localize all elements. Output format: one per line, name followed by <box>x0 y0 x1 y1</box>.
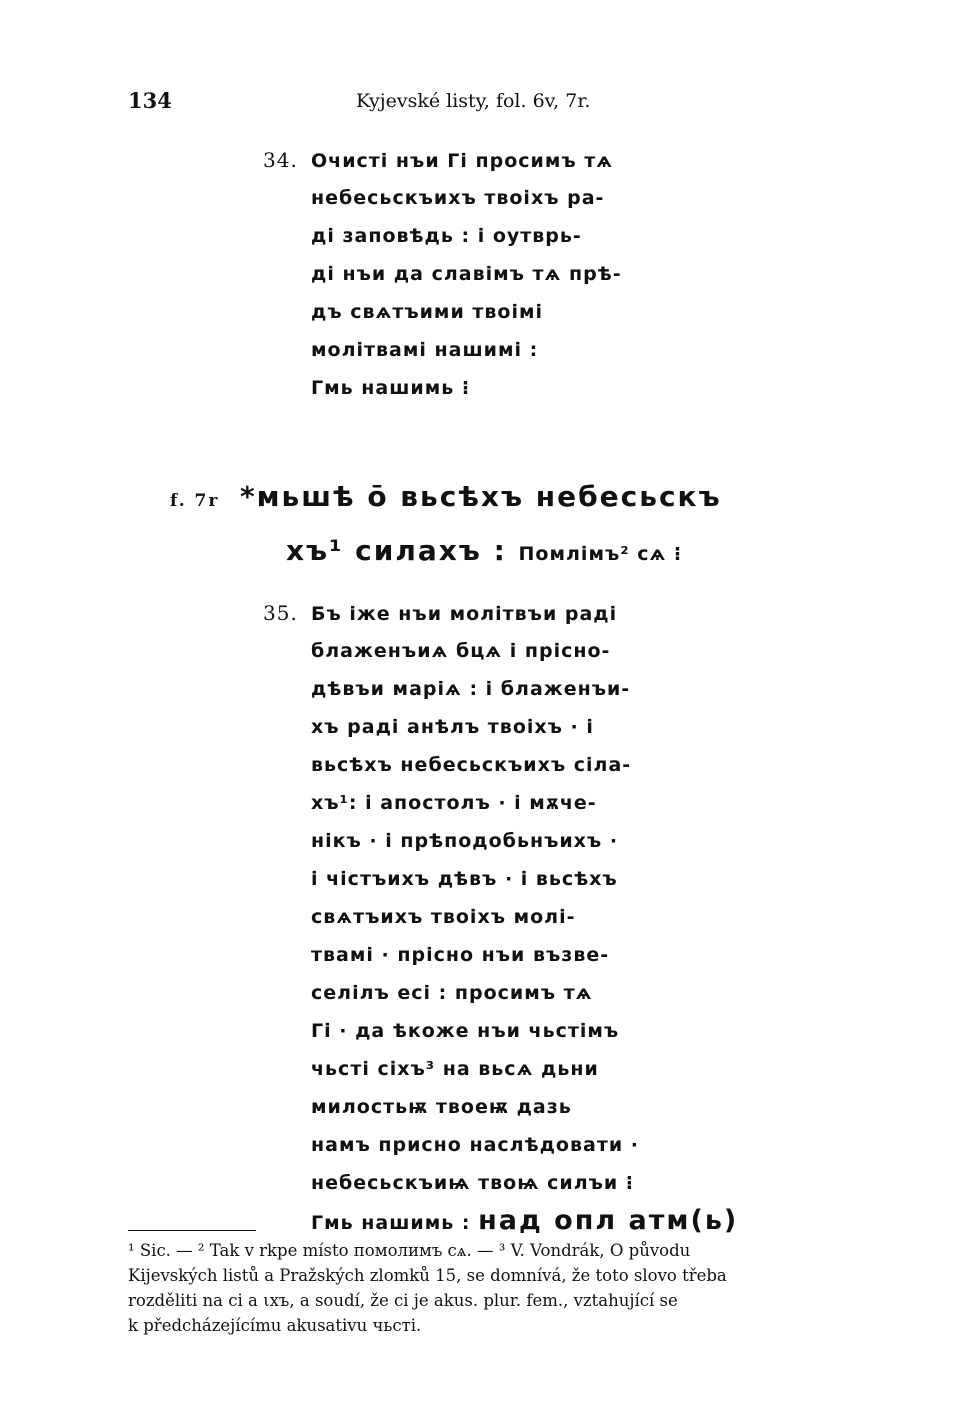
heading-line-2: хъ¹ силахъ : Помлімъ² сѧ ⁝ <box>286 534 683 567</box>
verse-35-line: хъ¹: і апостолъ · і мѫче- <box>311 792 597 814</box>
footnote-line: Kijevských listů a Pražských zlomků 15, se domnívá, že toto slovo třeba <box>128 1266 727 1285</box>
verse-35 <box>263 594 738 1240</box>
verse-35-line: намъ присно наслѣдовати · <box>311 1134 639 1156</box>
verse-35-line: вьсѣхъ небесьскъихъ сіла- <box>311 754 632 776</box>
verse-35-line: 35. Бъ іже нъи молітвъи раді <box>263 594 738 632</box>
folio-marker: f. 7r <box>170 491 220 511</box>
verse-34-line: дъ свѧтъими твоімі <box>311 301 544 323</box>
verse-35-line: небесьскъиѩ твоѩ силъи ⁝ <box>311 1172 635 1194</box>
verse-35-line: свѧтъихъ твоіхъ молі- <box>311 906 576 928</box>
footnote-rule <box>128 1230 256 1231</box>
verse-34-line: 34. Очисті нъи Гі просимъ тѧ <box>263 141 622 179</box>
section-heading <box>170 470 722 578</box>
verse-34-line: небесьскъихъ твоіхъ ра- <box>311 187 605 209</box>
footnote-line: k předcházejícímu akusativu чьсті. <box>128 1316 422 1335</box>
footnotes <box>128 1238 832 1338</box>
verse-34-line: ді заповѣдь : і оутврь- <box>311 225 582 247</box>
heading-line-1: f. 7r *мьшѣ о̄ вьсѣхъ небесьскъ <box>170 470 722 524</box>
verse-35-line: Гі · да ѣкоже нъи чьстімъ <box>311 1020 620 1042</box>
verse-35-line: блаженъиѧ бцѧ і прісно- <box>311 640 611 662</box>
page-header <box>0 88 960 118</box>
verse-34-line: молітвамі нашимі : <box>311 339 539 361</box>
verse-35-line: і чістъихъ дѣвъ · і вьсѣхъ <box>311 868 618 890</box>
page-number: 134 <box>128 88 172 113</box>
verse-34 <box>263 141 622 407</box>
verse-number: 35. <box>263 601 298 625</box>
verse-35-line: милостьѭ твоеѭ дазь <box>311 1096 572 1118</box>
verse-35-line: селілъ есі : просимъ тѧ <box>311 982 593 1004</box>
verse-35-line: нікъ · і прѣподобьнъихъ · <box>311 830 619 852</box>
footnote-line: ¹ Sic. — ² Tak v rkpe místo помолимъ сѧ. — ³ V. Vondrák, O původu <box>128 1241 691 1260</box>
verse-35-last-line: Гмь нашимь : над опл атм(ь) <box>311 1205 739 1236</box>
verse-35-line: твамі · прісно нъи възве- <box>311 944 610 966</box>
running-head: Kyjevské listy, fol. 6v, 7r. <box>356 90 591 112</box>
verse-number: 34. <box>263 148 298 172</box>
verse-35-line: дѣвъи маріѧ : і блаженъи- <box>311 678 631 700</box>
footnote-line: rozděliti na ci a ιхъ, a soudí, že ci je akus. plur. fem., vztahující se <box>128 1291 678 1310</box>
verse-35-line: хъ раді анѣлъ твоіхъ · і <box>311 716 594 738</box>
verse-35-line: чьсті сіхъ³ на вьсѧ дьни <box>311 1058 599 1080</box>
verse-34-line: Гмь нашимь ⁝ <box>311 377 471 399</box>
verse-34-line: ді нъи да славімъ тѧ прѣ- <box>311 263 622 285</box>
